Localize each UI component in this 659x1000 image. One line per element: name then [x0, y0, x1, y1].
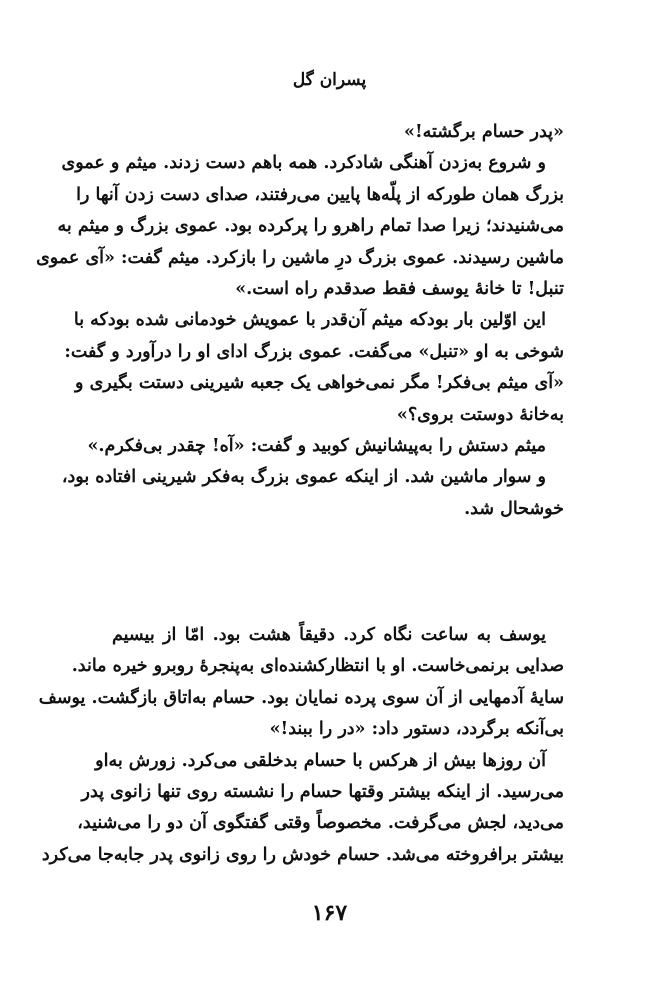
text-line: و شروع به‌زدن آهنگی شادکرد. همه باهم دست زدند. میثم و عموی	[61, 153, 546, 174]
text-line: یوسف به ساعت نگاه کرد. دقیقاً هشت بود. امّا از بیسیم	[112, 625, 546, 645]
text-line: به‌خانهٔ دوستت بروی؟»	[396, 404, 564, 425]
text-line: می‌رسید. از اینکه بیشتر وقتها حسام را نشسته روی تنها زانوی پدر	[81, 782, 564, 803]
text-line: شوخی به او «تنبل» می‌گفت. عموی بزرگ ادای او را درآورد و گفت:	[64, 341, 564, 362]
text-line: «آی میثم بی‌فکر! مگر نمی‌خواهی یک جعبه شیرینی دستت بگیری و	[75, 373, 564, 394]
running-title: پسران گل	[292, 70, 367, 90]
paragraph-block-1	[36, 117, 564, 525]
text-line: می‌دید، لجش می‌گرفت. مخصوصاً وقتی گفتگوی آن دو را می‌شنید،	[77, 813, 564, 834]
text-line: سایهٔ آدمهایی از آن سوی پرده نمایان بود. حسام به‌اتاق بازگشت. یوسف	[38, 687, 564, 708]
paragraph-block-2	[38, 620, 564, 871]
text-line: بیشتر برافروخته می‌شد. حسام خودش را روی زانوی پدر جابه‌جا می‌کرد	[41, 844, 564, 865]
text-line: ماشین رسیدند. عموی بزرگ درِ ماشین را بازکرد. میثم گفت: «آی عموی	[36, 247, 564, 268]
text-line: «پدر حسام برگشته!»	[404, 122, 564, 142]
text-line: آن روزها بیش از هرکس با حسام بدخلقی می‌کرد. زورش به‌او	[95, 750, 546, 771]
text-line: بی‌آنکه برگردد، دستور داد: «در را ببند!»	[269, 719, 564, 740]
text-line: و سوار ماشین شد. از اینکه عموی بزرگ به‌فکر شیرینی افتاده بود،	[61, 467, 546, 488]
text-line: این اوّلین بار بودکه میثم آن‌قدر با عمویش خودمانی شده بودکه با	[73, 310, 546, 331]
text-line: تنبل! تا خانهٔ یوسف فقط صدقدم راه است.»	[235, 279, 564, 300]
text-line: می‌شنیدند؛ زیرا صدا تمام راهرو را پرکرده بود. عموی بزرگ و میثم به	[57, 216, 564, 237]
text-line: بزرگ همان طورکه از پلّه‌ها پایین می‌رفتند، صدای دست زدن آنها را	[76, 184, 564, 205]
text-line: خوشحال شد.	[464, 498, 564, 519]
text-line: میثم دستش را به‌پیشانیش کوبید و گفت: «آه! چقدر بی‌فکرم.»	[87, 436, 546, 457]
text-line: صدایی برنمی‌خاست. او با انتظارکشنده‌ای به‌پنجرهٔ روبرو خیره ماند.	[71, 656, 564, 677]
page-number: ۱۶۷	[311, 900, 348, 926]
